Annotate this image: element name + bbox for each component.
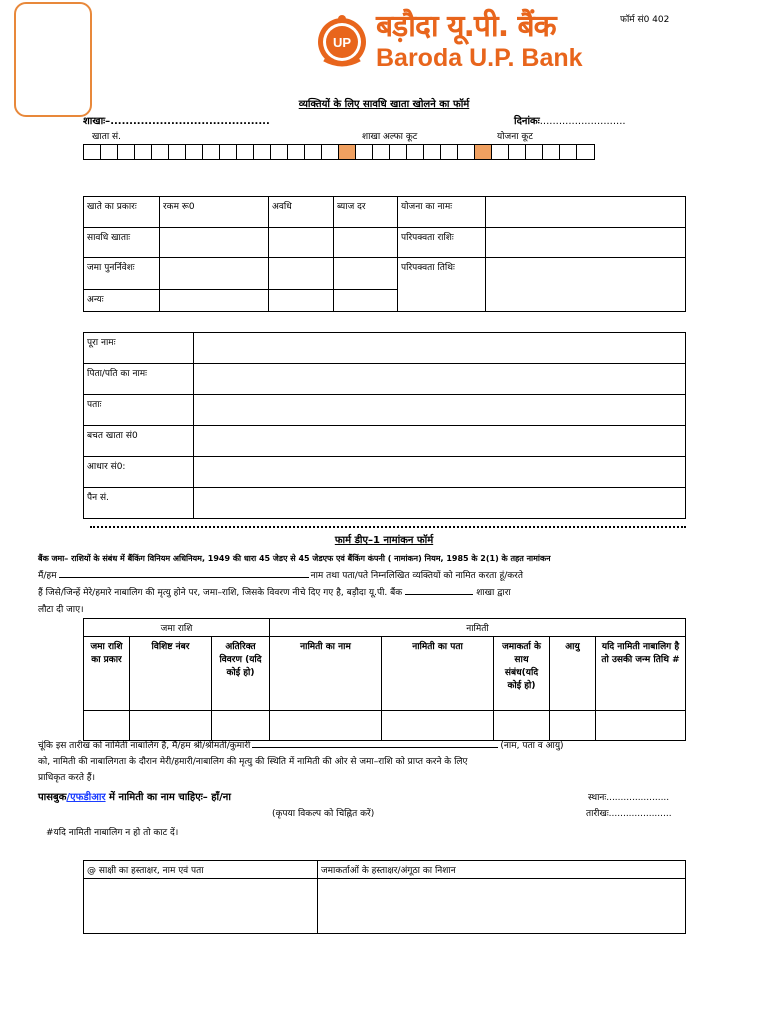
para-text: (नाम, पता व आयु) [500, 741, 564, 751]
nomination-date-field[interactable] [586, 806, 672, 819]
digit-box[interactable] [509, 145, 526, 159]
date-dots: ........................... [539, 116, 626, 127]
father-husband-name-input[interactable] [194, 364, 686, 395]
table-cell[interactable] [160, 228, 269, 258]
form-number: फॉर्म सं0 402 [620, 15, 670, 25]
digit-box[interactable] [305, 145, 322, 159]
group-deposit-header: जमा राशि [84, 619, 270, 637]
witness-signature-area[interactable] [84, 879, 318, 934]
minor-para-line1 [38, 738, 564, 751]
passbook-label: पासबुक [38, 792, 67, 803]
nomination-title: फार्म डीए–1 नामांकन फॉर्म [334, 535, 434, 546]
table-row [84, 228, 686, 258]
digit-box[interactable] [424, 145, 441, 159]
table-cell[interactable] [486, 228, 686, 258]
table-row [84, 879, 686, 934]
column-header: नामिती का पता [382, 637, 494, 711]
para-text: हैं जिसे/जिन्हें मेरे/हमारे नाबालिग की मृत्यु होने पर, जमा–राशि, जिसके विवरण नीचे दिए गए है, बड़ौदा यू.पी. बैंक [38, 588, 403, 598]
digit-box[interactable] [560, 145, 577, 159]
fdr-link[interactable]: /एफडीआर [66, 792, 106, 803]
table-row [84, 426, 686, 457]
digit-box[interactable] [390, 145, 407, 159]
digit-box[interactable] [135, 145, 152, 159]
table-cell[interactable] [269, 228, 334, 258]
table-cell[interactable] [494, 711, 550, 741]
digit-box[interactable] [288, 145, 305, 159]
table-cell[interactable] [486, 197, 686, 228]
nomination-para-line2 [38, 585, 511, 598]
table-cell: परिपक्वता तिथिः [398, 258, 486, 312]
table-row [84, 197, 686, 228]
digit-box[interactable] [84, 145, 101, 159]
nominee-table [83, 618, 686, 741]
digit-box-separator [339, 145, 356, 159]
table-cell[interactable] [270, 711, 382, 741]
nomination-para-line1 [38, 568, 523, 581]
full-name-input[interactable] [194, 333, 686, 364]
aadhaar-input[interactable] [194, 457, 686, 488]
bank-logo [314, 4, 614, 78]
place-label: स्थानः [588, 793, 607, 803]
digit-box[interactable] [152, 145, 169, 159]
digit-box[interactable] [271, 145, 288, 159]
account-number-boxes[interactable] [83, 144, 595, 160]
digit-box[interactable] [373, 145, 390, 159]
nomination-intro: बैंक जमा– राशियों के संबंध में बैंकिंग विनियम अधिनियम, 1949 की धारा 45 जेडए से 45 जेडएफ एवं बैंकिंग कंपनी ( नामांकन) नियम, 1985 के 2(1) के तहत नामांकन [38, 554, 551, 563]
digit-box[interactable] [118, 145, 135, 159]
pan-label: पैन सं. [84, 488, 194, 519]
para-text: नाम तथा पता/पते निम्नलिखित व्यक्तियों को नामित करता हूं/करते [310, 571, 523, 581]
table-cell[interactable] [486, 258, 686, 312]
digit-box[interactable] [101, 145, 118, 159]
para-text: शाखा द्वारा [476, 588, 511, 598]
table-cell[interactable] [160, 258, 269, 290]
column-header: नामिती का नाम [270, 637, 382, 711]
bank-name-hindi: बड़ौदा यू.पी. बैंक [376, 9, 556, 44]
question-text: में नामिती का नाम चाहिएः– हाँ/ना [105, 792, 231, 803]
table-cell[interactable] [269, 258, 334, 290]
table-cell[interactable] [84, 711, 130, 741]
table-cell: खाते का प्रकारः [84, 197, 160, 228]
personal-details-table [83, 332, 686, 519]
place-field[interactable] [588, 790, 669, 803]
column-header: जमा राशि का प्रकार [84, 637, 130, 711]
savings-account-input[interactable] [194, 426, 686, 457]
digit-box[interactable] [186, 145, 203, 159]
table-cell[interactable]: ब्याज दर [334, 197, 398, 228]
date-dots: ...................... [608, 809, 672, 819]
table-cell[interactable] [269, 290, 334, 312]
place-dots: ...................... [606, 793, 670, 803]
digit-box[interactable] [322, 145, 339, 159]
table-row [84, 395, 686, 426]
account-no-label: खाता सं. [92, 132, 121, 142]
table-cell[interactable] [130, 711, 212, 741]
table-cell[interactable] [334, 290, 398, 312]
scheme-code-label: योजना कूट [497, 132, 533, 142]
branch-dots: .......................................... [110, 116, 270, 127]
digit-box[interactable] [441, 145, 458, 159]
savings-account-label: बचत खाता सं0 [84, 426, 194, 457]
digit-box[interactable] [203, 145, 220, 159]
digit-box[interactable] [492, 145, 509, 159]
deposit-details-table [83, 196, 686, 312]
table-cell[interactable]: रकम रू0 [160, 197, 269, 228]
bank-emblem-icon [314, 12, 370, 68]
table-row [84, 258, 686, 290]
section-divider [90, 526, 686, 528]
digit-box[interactable] [254, 145, 271, 159]
choose-option-note: (कृपया विकल्प को चिह्नित करें) [272, 809, 375, 819]
table-row [84, 637, 686, 711]
table-row [84, 488, 686, 519]
date-label: तारीखः [586, 809, 609, 819]
strike-note: #यदि नामिती नाबालिग न हो तो काट दें। [46, 828, 179, 838]
date-label: दिनांकः [514, 116, 540, 127]
bank-name-english: Baroda U.P. Bank [376, 44, 583, 72]
full-name-label: पूरा नामः [84, 333, 194, 364]
depositor-signature-label: जमाकर्ताओं के हस्ताक्षर/अंगूठा का निशान [318, 861, 686, 879]
column-header: अतिरिक्त विवरण (यदि कोई हो) [212, 637, 270, 711]
table-cell[interactable] [160, 290, 269, 312]
minor-para-line3: प्राधिकृत करते हैं। [38, 773, 95, 783]
digit-box[interactable] [458, 145, 475, 159]
branch-label: शाखाः– [83, 116, 111, 127]
digit-box[interactable] [237, 145, 254, 159]
column-header: आयु [550, 637, 596, 711]
digit-box[interactable] [356, 145, 373, 159]
date-field[interactable] [514, 113, 626, 127]
table-cell[interactable] [212, 711, 270, 741]
father-husband-name-label: पिता/पति का नामः [84, 364, 194, 395]
pan-input[interactable] [194, 488, 686, 519]
table-row [84, 619, 686, 637]
digit-box[interactable] [407, 145, 424, 159]
table-row [84, 457, 686, 488]
address-input[interactable] [194, 395, 686, 426]
digit-box[interactable] [526, 145, 543, 159]
branch-alpha-code-label: शाखा अल्फा कूट [362, 132, 418, 142]
aadhaar-label: आधार सं0: [84, 457, 194, 488]
digit-box-separator [475, 145, 492, 159]
table-cell[interactable] [382, 711, 494, 741]
table-row [84, 333, 686, 364]
minor-para-line2: को, नामिती की नाबालिगता के दौरान मेरी/हमारी/नाबालिग की मृत्यु की स्थिति में नामिती की ओर से जमा–राशि को प्राप्त करने के लिए [38, 757, 468, 767]
witness-signature-label: @ साक्षी का हस्ताक्षर, नाम एवं पता [84, 861, 318, 879]
depositor-signature-area[interactable] [318, 879, 686, 934]
digit-box[interactable] [577, 145, 594, 159]
table-row [84, 711, 686, 741]
signature-table [83, 860, 686, 934]
column-header: यदि नामिती नाबालिग है तो उसकी जन्म तिथि # [596, 637, 686, 711]
name-blank[interactable] [59, 577, 309, 578]
table-cell: परिपक्वता राशिः [398, 228, 486, 258]
table-cell: योजना का नामः [398, 197, 486, 228]
digit-box[interactable] [220, 145, 237, 159]
table-cell: अन्यः [84, 290, 160, 312]
column-header: जमाकर्ता के साथ संबंध(यदि कोई हो) [494, 637, 550, 711]
digit-box[interactable] [543, 145, 560, 159]
group-nominee-header: नामिती [270, 619, 686, 637]
column-header: विशिष्ट नंबर [130, 637, 212, 711]
table-row [84, 364, 686, 395]
para-text: मैं/हम [38, 571, 57, 581]
passbook-question [38, 789, 231, 803]
table-row [84, 861, 686, 879]
table-cell: सावधि खाताः [84, 228, 160, 258]
table-cell[interactable] [550, 711, 596, 741]
branch-field[interactable] [83, 113, 270, 127]
para-text: चूंकि इस तारीख को नामिती नाबालिग है, मैं/हम श्री/श्रीमती/कुमारी [38, 741, 251, 751]
digit-box[interactable] [169, 145, 186, 159]
table-cell[interactable] [334, 228, 398, 258]
table-cell[interactable] [334, 258, 398, 290]
table-cell: जमा पुनर्निवेशः [84, 258, 160, 290]
branch-blank[interactable] [405, 594, 473, 595]
guardian-blank[interactable] [252, 747, 498, 748]
address-label: पताः [84, 395, 194, 426]
table-cell[interactable]: अवधि [269, 197, 334, 228]
table-cell[interactable] [596, 711, 686, 741]
form-title: व्यक्तियों के लिए सावधि खाता खोलने का फॉर्म [298, 99, 470, 110]
nomination-para-line3: लौटा दी जाए। [38, 605, 84, 615]
logo-text: UP [332, 35, 352, 50]
